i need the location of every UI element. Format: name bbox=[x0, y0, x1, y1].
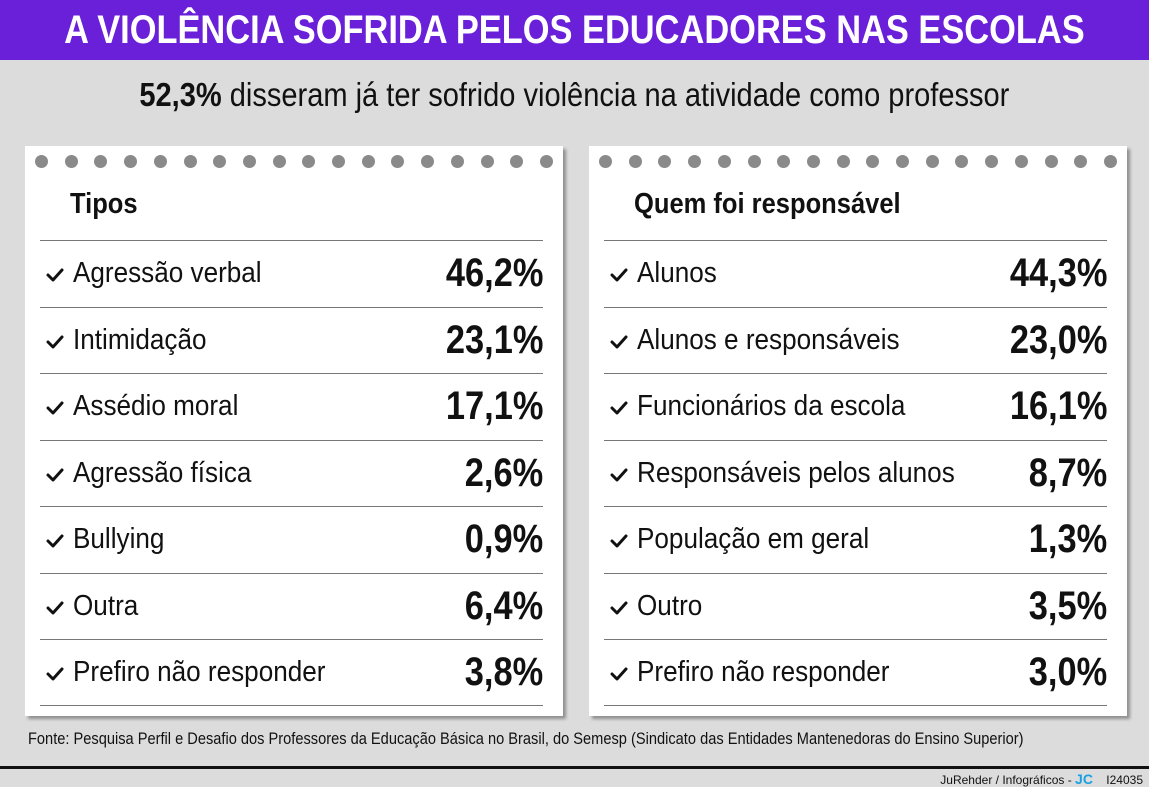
spiral-dot bbox=[629, 155, 642, 168]
credit-dept: Infográficos - bbox=[1002, 773, 1076, 787]
spiral-dot bbox=[213, 155, 226, 168]
spiral-dot bbox=[777, 155, 790, 168]
check-icon bbox=[46, 400, 64, 416]
spiral-dot bbox=[65, 155, 78, 168]
spiral-dot bbox=[481, 155, 494, 168]
spiral-dot bbox=[391, 155, 404, 168]
item-value: 6,4% bbox=[464, 583, 543, 628]
spiral-dot bbox=[807, 155, 820, 168]
check-icon bbox=[610, 334, 628, 350]
item-label: Prefiro não responder bbox=[637, 656, 890, 688]
title-bar bbox=[0, 0, 1149, 60]
check-icon bbox=[610, 666, 628, 682]
spiral-dot bbox=[955, 155, 968, 168]
card-title-tipos: Tipos bbox=[70, 188, 138, 220]
list-item bbox=[604, 639, 1107, 706]
spiral-dot bbox=[154, 155, 167, 168]
item-label: População em geral bbox=[637, 523, 870, 555]
spiral-dot bbox=[184, 155, 197, 168]
spiral-dot bbox=[985, 155, 998, 168]
list-item bbox=[40, 440, 543, 507]
spiral-dot bbox=[926, 155, 939, 168]
check-icon bbox=[610, 467, 628, 483]
item-value: 23,0% bbox=[1009, 317, 1107, 362]
item-value: 3,0% bbox=[1028, 650, 1107, 694]
item-label: Outro bbox=[637, 589, 703, 622]
list-item bbox=[40, 506, 543, 573]
spiral-dot bbox=[540, 155, 553, 168]
item-label: Outra bbox=[73, 589, 139, 622]
item-label: Intimidação bbox=[73, 323, 207, 356]
card-title-responsavel: Quem foi responsável bbox=[634, 188, 901, 220]
item-value: 23,1% bbox=[445, 317, 543, 362]
subtitle-text: disseram já ter sofrido violência na atividade como professor bbox=[221, 76, 1010, 113]
spiral-dot bbox=[302, 155, 315, 168]
list-item bbox=[40, 373, 543, 440]
list-item bbox=[40, 240, 543, 307]
list-item bbox=[604, 373, 1107, 440]
list-item bbox=[604, 506, 1107, 573]
item-label: Funcionários da escola bbox=[637, 390, 906, 422]
list-item bbox=[40, 307, 543, 374]
check-icon bbox=[610, 533, 628, 549]
list-item bbox=[604, 240, 1107, 307]
check-icon bbox=[610, 267, 628, 283]
check-icon bbox=[46, 267, 64, 283]
list-item bbox=[40, 639, 543, 706]
spiral-dot bbox=[362, 155, 375, 168]
item-label: Alunos bbox=[637, 257, 717, 289]
list-item bbox=[604, 573, 1107, 640]
spiral-dot bbox=[273, 155, 286, 168]
spiral-dot bbox=[718, 155, 731, 168]
check-icon bbox=[610, 600, 628, 616]
list-responsavel bbox=[604, 240, 1107, 706]
check-icon bbox=[610, 400, 628, 416]
spiral-dot bbox=[688, 155, 701, 168]
spiral-dot bbox=[896, 155, 909, 168]
footer-divider bbox=[0, 766, 1149, 769]
page-title: A VIOLÊNCIA SOFRIDA PELOS EDUCADORES NAS ESCOLAS bbox=[64, 7, 1085, 52]
source-note: Fonte: Pesquisa Perfil e Desafio dos Professores da Educação Básica no Brasil, do Semesp (Sindicato das Entidades Mantenedoras do Ensino Superior) bbox=[28, 729, 1024, 748]
card-binding-dots bbox=[599, 155, 1117, 169]
credit bbox=[940, 771, 1143, 787]
check-icon bbox=[46, 467, 64, 483]
item-value: 8,7% bbox=[1028, 450, 1107, 495]
credit-separator: / bbox=[992, 773, 1003, 787]
subtitle-highlight: 52,3% bbox=[139, 76, 222, 113]
item-label: Bullying bbox=[73, 523, 165, 555]
item-value: 3,8% bbox=[464, 650, 543, 694]
spiral-dot bbox=[1104, 155, 1117, 168]
spiral-dot bbox=[658, 155, 671, 168]
item-value: 46,2% bbox=[445, 251, 543, 295]
credit-code: I24035 bbox=[1106, 773, 1143, 787]
spiral-dot bbox=[124, 155, 137, 168]
spiral-dot bbox=[451, 155, 464, 168]
item-value: 3,5% bbox=[1028, 583, 1107, 628]
spiral-dot bbox=[35, 155, 48, 168]
spiral-dot bbox=[1015, 155, 1028, 168]
list-item bbox=[40, 573, 543, 640]
list-tipos bbox=[40, 240, 543, 706]
spiral-dot bbox=[94, 155, 107, 168]
spiral-dot bbox=[866, 155, 879, 168]
spiral-dot bbox=[1074, 155, 1087, 168]
item-value: 0,9% bbox=[464, 517, 543, 561]
spiral-dot bbox=[510, 155, 523, 168]
subtitle bbox=[0, 76, 1149, 114]
check-icon bbox=[46, 600, 64, 616]
list-item bbox=[604, 440, 1107, 507]
item-value: 16,1% bbox=[1009, 384, 1107, 428]
spiral-dot bbox=[837, 155, 850, 168]
item-label: Prefiro não responder bbox=[73, 656, 326, 688]
item-value: 1,3% bbox=[1028, 517, 1107, 561]
card-responsavel bbox=[589, 146, 1127, 716]
check-icon bbox=[46, 666, 64, 682]
card-binding-dots bbox=[35, 155, 553, 169]
list-item bbox=[604, 307, 1107, 374]
jc-logo: JC bbox=[1075, 771, 1093, 787]
item-label: Alunos e responsáveis bbox=[637, 323, 900, 356]
card-tipos bbox=[25, 146, 563, 716]
item-value: 2,6% bbox=[464, 450, 543, 495]
item-value: 44,3% bbox=[1009, 251, 1107, 295]
spiral-dot bbox=[243, 155, 256, 168]
credit-author: JuRehder bbox=[940, 773, 993, 787]
check-icon bbox=[46, 533, 64, 549]
item-label: Assédio moral bbox=[73, 390, 239, 422]
spiral-dot bbox=[748, 155, 761, 168]
spiral-dot bbox=[421, 155, 434, 168]
spiral-dot bbox=[599, 155, 612, 168]
spiral-dot bbox=[1045, 155, 1058, 168]
check-icon bbox=[46, 334, 64, 350]
item-label: Agressão verbal bbox=[73, 257, 262, 289]
item-label: Responsáveis pelos alunos bbox=[637, 456, 955, 489]
spiral-dot bbox=[332, 155, 345, 168]
item-label: Agressão física bbox=[73, 456, 252, 489]
item-value: 17,1% bbox=[445, 384, 543, 428]
